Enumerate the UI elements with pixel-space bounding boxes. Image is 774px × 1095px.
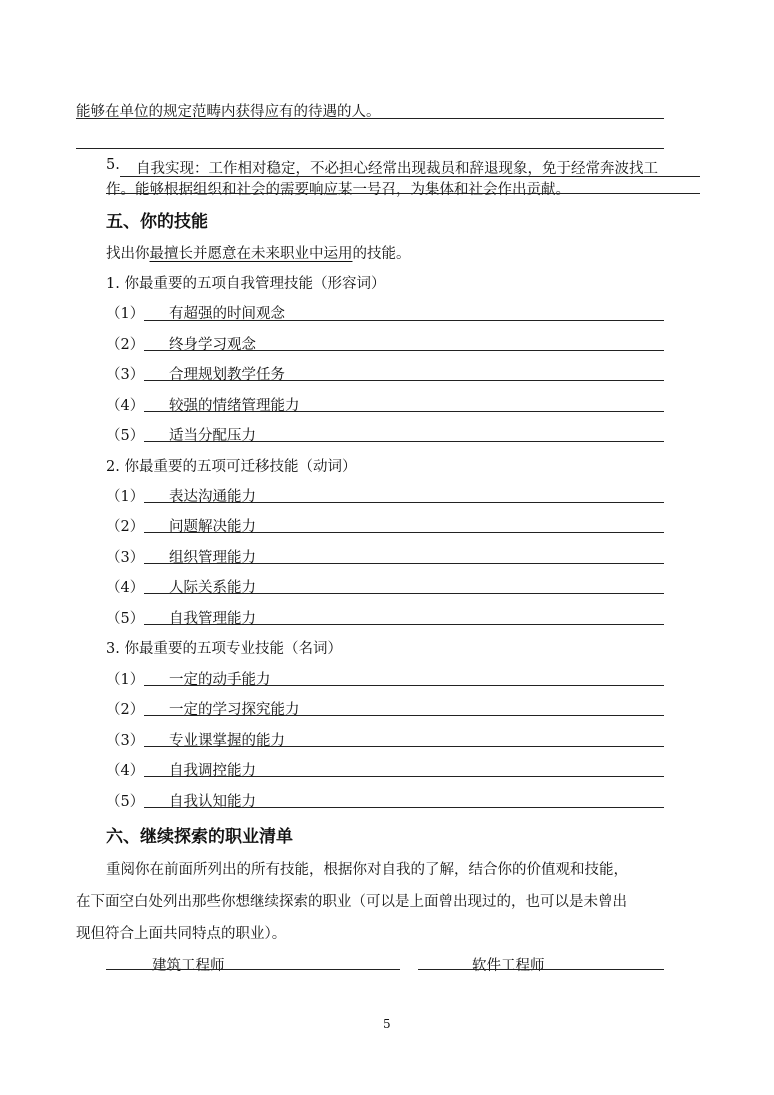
g3-item1-number: （1） — [106, 672, 145, 688]
g1-item4-line — [144, 411, 664, 412]
g3-item3-number: （3） — [106, 733, 145, 749]
g1-item1-line — [144, 320, 664, 321]
section5-title: 五、你的技能 — [106, 212, 208, 232]
g2-item4-number: （4） — [106, 580, 145, 596]
group3-title: 3. 你最重要的五项专业技能（名词） — [106, 641, 342, 657]
g1-item3-text: 合理规划教学任务 — [169, 367, 285, 383]
continuation-line-1: 能够在单位的规定范畴内获得应有的待遇的人。 — [76, 104, 381, 120]
g3-item3-text: 专业课掌握的能力 — [169, 733, 285, 749]
intro-underlined: 最擅长并愿意在未来职业中运用 — [149, 246, 353, 262]
g1-item4-number: （4） — [106, 398, 145, 414]
g3-item4-number: （4） — [106, 763, 145, 779]
g2-item1-number: （1） — [106, 489, 145, 505]
g3-item5-line — [144, 807, 664, 808]
section6-title: 六、继续探索的职业清单 — [106, 827, 293, 847]
g2-item1-line — [144, 502, 664, 503]
group2-title: 2. 你最重要的五项可迁移技能（动词） — [106, 459, 357, 475]
g2-item4-line — [144, 593, 664, 594]
g2-item3-text: 组织管理能力 — [169, 550, 256, 566]
g3-item5-number: （5） — [106, 794, 145, 810]
section6-para-line-2: 在下面空白处列出那些你想继续探索的职业（可以是上面曾出现过的，也可以是未曾出 — [76, 894, 627, 910]
g2-item4-text: 人际关系能力 — [169, 580, 256, 596]
g3-item3-line — [144, 746, 664, 747]
g3-item2-number: （2） — [106, 702, 145, 718]
career-1: 建筑工程师 — [152, 958, 225, 974]
item5-line-1: 自我实现：工作相对稳定，不必担心经常出现裁员和辞退现象，免于经常奔波找工 — [136, 161, 658, 177]
g1-item1-number: （1） — [106, 306, 145, 322]
section5-intro — [106, 242, 411, 263]
group1-title: 1. 你最重要的五项自我管理技能（形容词） — [106, 276, 386, 292]
g1-item1-text: 有超强的时间观念 — [169, 306, 285, 322]
item5-line-2: 作。能够根据组织和社会的需要响应某一号召，为集体和社会作出贡献。 — [106, 182, 570, 198]
g2-item5-line — [144, 624, 664, 625]
g2-item2-text: 问题解决能力 — [169, 519, 256, 535]
g1-item5-text: 适当分配压力 — [169, 428, 256, 444]
g2-item3-number: （3） — [106, 550, 145, 566]
g3-item1-line — [144, 685, 664, 686]
g2-item2-line — [144, 532, 664, 533]
g1-item3-number: （3） — [106, 367, 145, 383]
g3-item5-text: 自我认知能力 — [169, 794, 256, 810]
g2-item3-line — [144, 563, 664, 564]
g1-item4-text: 较强的情绪管理能力 — [169, 398, 300, 414]
item5-underline-1 — [120, 176, 700, 177]
g3-item4-text: 自我调控能力 — [169, 763, 256, 779]
g1-item5-number: （5） — [106, 428, 145, 444]
item5-number: 5. — [106, 157, 120, 173]
g3-item4-line — [144, 776, 664, 777]
rule-1 — [76, 118, 664, 119]
g1-item2-number: （2） — [106, 337, 145, 353]
g3-item1-text: 一定的动手能力 — [169, 672, 271, 688]
g2-item5-text: 自我管理能力 — [169, 611, 256, 627]
career-2-line — [418, 969, 664, 970]
career-2: 软件工程师 — [472, 958, 545, 974]
g3-item2-line — [144, 715, 664, 716]
g1-item2-line — [144, 350, 664, 351]
g3-item2-text: 一定的学习探究能力 — [169, 702, 300, 718]
intro-suffix: 的技能。 — [352, 246, 411, 262]
page-number: 5 — [383, 1017, 391, 1031]
career-1-line — [106, 969, 400, 970]
g1-item5-line — [144, 441, 664, 442]
g2-item1-text: 表达沟通能力 — [169, 489, 256, 505]
section6-para-line-3: 现但符合上面共同特点的职业）。 — [76, 926, 287, 942]
section6-para-line-1: 重阅你在前面所列出的所有技能，根据你对自我的了解，结合你的价值观和技能， — [106, 862, 628, 878]
item5-underline-2 — [106, 193, 700, 194]
g1-item2-text: 终身学习观念 — [169, 337, 256, 353]
rule-2 — [76, 148, 664, 149]
g2-item5-number: （5） — [106, 611, 145, 627]
intro-prefix: 找出你 — [106, 246, 150, 262]
g2-item2-number: （2） — [106, 519, 145, 535]
g1-item3-line — [144, 380, 664, 381]
